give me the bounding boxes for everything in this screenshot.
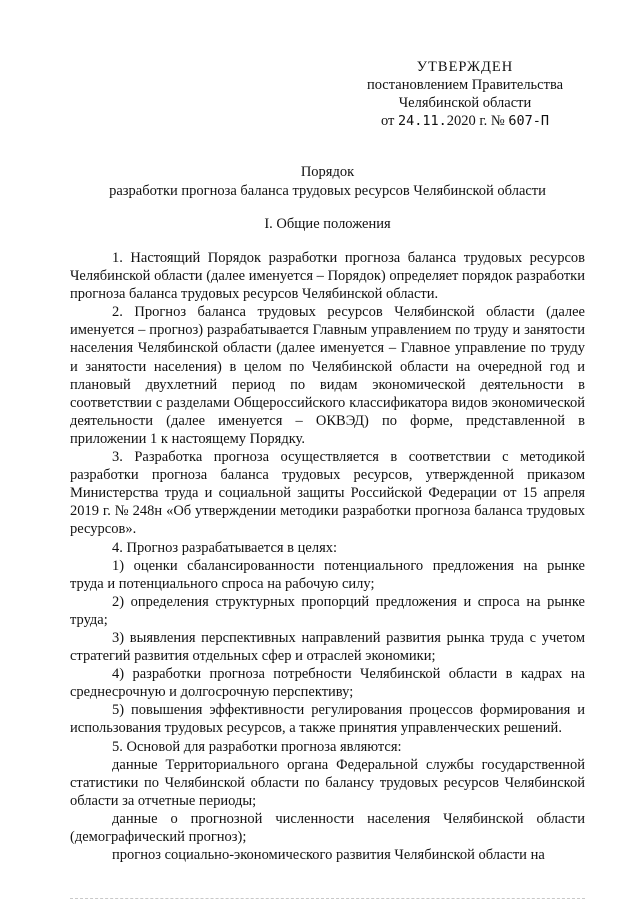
- approval-date: 24.11.: [397, 113, 447, 129]
- paragraph: 1. Настоящий Порядок разработки прогноза баланса трудовых ресурсов Челябинской области (далее именуется – Порядок) определяет порядок разработки прогноза баланса трудовых ресурсов Челябинской области.: [70, 250, 585, 303]
- approval-year: 2020 г. №: [446, 113, 505, 129]
- paragraph: 4) разработки прогноза потребности Челябинской области в кадрах на среднесрочную и долгосрочную перспективу;: [70, 666, 585, 701]
- paragraph: 2. Прогноз баланса трудовых ресурсов Челябинской области (далее именуется – прогноз) разрабатывается Главным управлением по труду и занятости населения Челябинской области (далее именуется – Главное управление по труду и занятости населения) в целом по Челябинской области на очередной год и плановый двухлетний период по видам экономической деятельности в соответствии с разделами Общероссийского классификатора видов экономической деятельности (далее именуется – ОКВЭД) по форме, представленной в приложении 1 к настоящему Порядку.: [70, 304, 585, 447]
- paragraph: 4. Прогноз разрабатывается в целях:: [112, 539, 338, 556]
- document-titles: [70, 163, 585, 201]
- approval-prefix: от: [380, 113, 395, 129]
- document-subtitle: разработки прогноза баланса трудовых ресурсов Челябинской области: [109, 183, 546, 199]
- paragraph: данные о прогнозной численности населения Челябинской области (демографический прогноз);: [70, 810, 585, 845]
- paragraph: 5. Основой для разработки прогноза являются:: [112, 738, 402, 755]
- paragraph: 3) выявления перспективных направлений развития рынка труда с учетом стратегий развития отдельных сфер и отраслей экономики;: [70, 629, 585, 665]
- document-body: [70, 249, 585, 864]
- page-edge-line: [70, 898, 585, 900]
- document-title: Порядок: [300, 164, 355, 180]
- paragraph: прогноз социально-экономического развития Челябинской области на: [112, 847, 545, 864]
- approval-date-line: [360, 112, 570, 130]
- approval-stamp: [360, 58, 570, 130]
- paragraph: 5) повышения эффективности регулирования процессов формирования и использования трудовых ресурсов, а также принятия управленческих решений.: [70, 702, 585, 737]
- paragraph: 2) определения структурных пропорций предложения и спроса на рынке труда;: [70, 593, 585, 628]
- approval-line-2: Челябинской области: [398, 95, 532, 111]
- paragraph: 3. Разработка прогноза осуществляется в соответствии с методикой разработки прогноза баланса трудовых ресурсов, утвержденной приказом Министерства труда и социальной защиты Российской Федерации от 15 апреля 2019 г. № 248н «Об утверждении методики разработки прогноза баланса трудовых ресурсов».: [70, 449, 585, 538]
- approval-heading: УТВЕРЖДЕН: [416, 59, 514, 75]
- approval-line-1: постановлением Правительства: [366, 77, 564, 93]
- paragraph: данные Территориального органа Федеральной службы государственной статистики по Челябинской области по балансу трудовых ресурсов Челябинской области за отчетные периоды;: [70, 756, 585, 809]
- section-heading: I. Общие положения: [264, 216, 391, 232]
- approval-number: 607-П: [508, 113, 550, 129]
- paragraph: 1) оценки сбалансированности потенциального предложения на рынке труда и потенциального спроса на рабочую силу;: [70, 557, 585, 592]
